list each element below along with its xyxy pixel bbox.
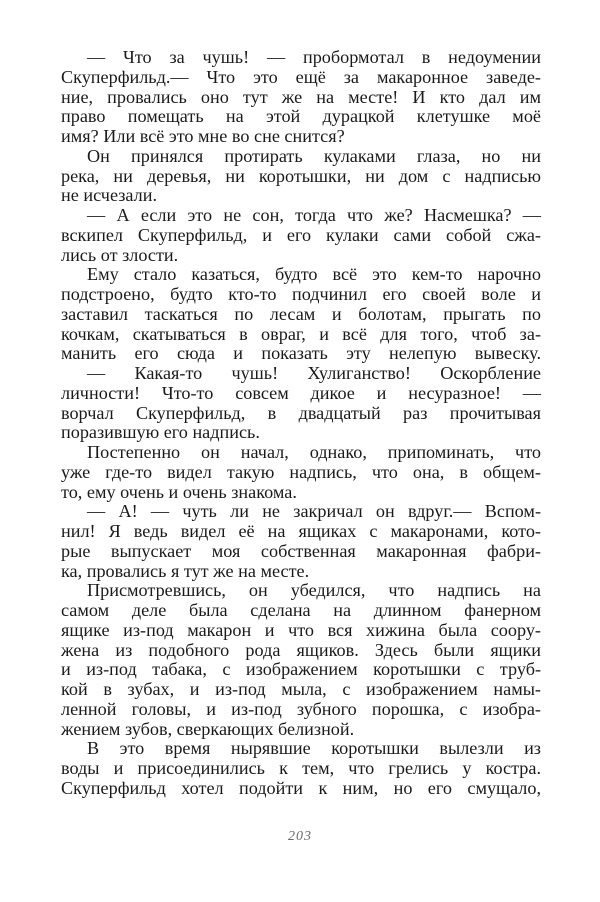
text-line: — Какая-то чушь! Хулиганство! Оскорбление xyxy=(87,363,541,383)
text-line: — Что за чушь! — пробормотал в недоумении xyxy=(87,47,541,67)
text-line: рые выпускает моя собственная макаронная фабри- xyxy=(61,540,541,561)
text-line: ка, провались я тут же на месте. xyxy=(61,560,310,581)
text-line: нил! Я ведь видел её на ящиках с макаронами, кото- xyxy=(61,521,541,541)
text-line: подстроено, будто кто-то подчинил его своей воле и xyxy=(61,284,541,304)
text-line: манить его сюда и показать эту нелепую вывеску. xyxy=(61,343,541,364)
text-line: Скуперфильд хотел подойти к ним, но его смущало, xyxy=(61,777,541,798)
text-line: ленной головы, и из-под зубного порошка, с изобра- xyxy=(61,698,541,719)
text-line: Постепенно он начал, однако, припоминать, что xyxy=(87,442,541,462)
paragraph xyxy=(61,739,541,798)
text-line: река, ни деревья, ни коротышки, ни дом с надписью xyxy=(61,165,541,186)
paragraph xyxy=(61,364,541,443)
text-line: кочкам, скатываться в овраг, и всё для того, чтоб за- xyxy=(61,323,541,344)
text-line: жена из подобного рода ящиков. Здесь были ящики xyxy=(61,639,541,660)
text-line: имя? Или всё это мне во сне снится? xyxy=(61,126,345,146)
text-line: жением зубов, сверкающих белизной. xyxy=(61,718,355,739)
text-line: кой в зубах, и из-под мыла, с изображением намы- xyxy=(61,679,541,699)
paragraph xyxy=(61,48,541,147)
text-line: право помещать на этой дурацкой клетушке моё xyxy=(61,106,541,127)
text-line: Он принялся протирать кулаками глаза, но ни xyxy=(87,145,541,166)
text-line: ние, провались оно тут же на месте! И кто дал им xyxy=(61,86,541,107)
paragraph xyxy=(61,147,541,206)
text-line: то, ему очень и очень знакома. xyxy=(61,481,297,502)
paragraph xyxy=(61,265,541,364)
text-line: В это время нырявшие коротышки вылезли из xyxy=(87,738,541,759)
text-line: ящике из-под макарон и что вся хижина была соору- xyxy=(61,619,541,640)
paragraph xyxy=(61,581,541,739)
text-line: Присмотревшись, он убедился, что надпись на xyxy=(87,580,541,601)
text-line: заставил таскаться по лесам и болотам, прыгать по xyxy=(61,303,541,324)
text-line: поразившую его надпись. xyxy=(61,422,260,443)
text-line: Скуперфильд.— Что это ещё за макаронное заведе- xyxy=(61,66,541,87)
text-line: самом деле была сделана на длинном фанерном xyxy=(61,600,541,620)
paragraph xyxy=(61,502,541,581)
text-line: — А если это не сон, тогда что же? Насмешка? — xyxy=(87,205,541,225)
text-line: вскипел Скуперфильд, и его кулаки сами собой сжа- xyxy=(61,224,541,245)
text-line: уже где-то видел такую надпись, что она, в общем- xyxy=(61,461,541,482)
text-line: лись от злости. xyxy=(61,244,179,265)
page-number: 203 xyxy=(288,829,312,844)
text-line: Ему стало казаться, будто всё это кем-то нарочно xyxy=(87,264,541,285)
page-body-text xyxy=(61,48,541,799)
paragraph xyxy=(61,443,541,502)
text-line: воды и присоединились к тем, что грелись у костра. xyxy=(61,758,541,778)
text-line: и из-под табака, с изображением коротышки с труб- xyxy=(61,659,541,680)
text-line: — А! — чуть ли не закричал он вдруг.— Вспом- xyxy=(87,501,541,522)
paragraph xyxy=(61,206,541,265)
text-line: личности! Что-то совсем дикое и несуразное! — xyxy=(61,382,541,403)
text-line: не исчезали. xyxy=(61,185,158,206)
text-line: ворчал Скуперфильд, в двадцатый раз прочитывая xyxy=(61,402,541,423)
